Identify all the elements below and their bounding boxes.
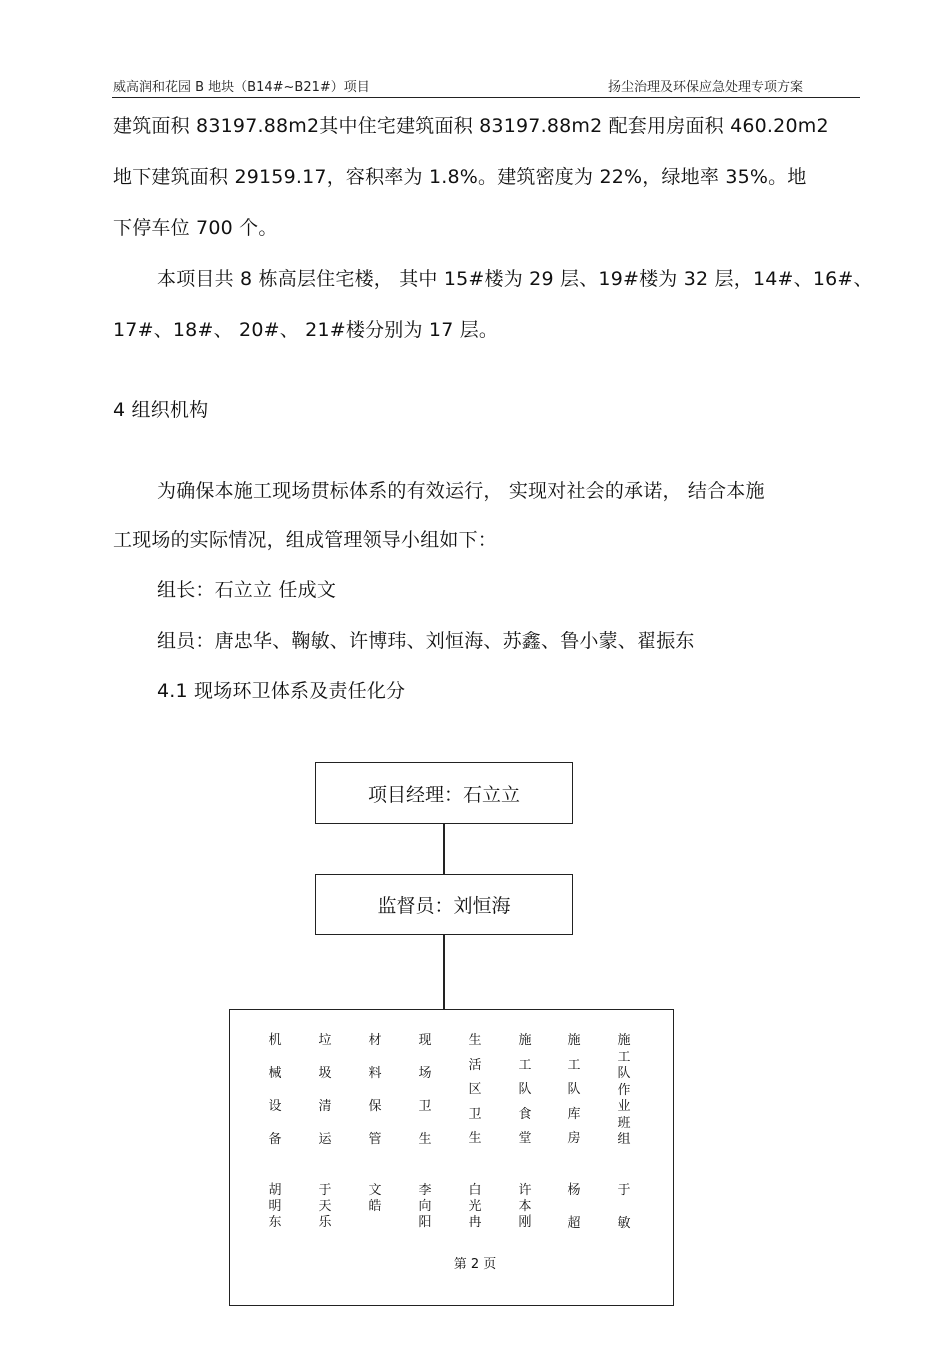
org-box-supervisor-label: 监督员：刘恒海 — [377, 895, 511, 917]
org-connector-2 — [443, 935, 445, 1009]
header-divider — [112, 97, 860, 98]
subsection-heading: 4.1 现场环卫体系及责任化分 — [157, 680, 406, 702]
team-members-line: 组员：唐忠华、鞠敏、许博玮、刘恒海、苏鑫、鲁小蒙、翟振东 — [157, 630, 695, 652]
body-line-4: 本项目共 8 栋高层住宅楼， 其中 15#楼为 29 层、19#楼为 32 层，14#、16#、 — [157, 268, 873, 290]
team-person-3: 文 皓 — [368, 1183, 382, 1214]
team-task-3: 材 料 保 管 — [368, 1033, 382, 1147]
team-person-6: 许 本 刚 — [518, 1183, 532, 1230]
team-person-7: 杨 超 — [567, 1183, 581, 1231]
team-task-6: 施 工 队 食 堂 — [518, 1033, 532, 1146]
team-task-2: 垃 圾 清 运 — [318, 1033, 332, 1147]
team-task-4: 现 场 卫 生 — [418, 1033, 432, 1147]
team-leader-line: 组长：石立立 任成文 — [157, 579, 337, 601]
body-line-3: 下停车位 700 个。 — [113, 217, 278, 239]
org-box-project-manager — [315, 762, 573, 824]
team-person-1: 胡 明 东 — [268, 1183, 282, 1230]
team-task-8: 施 工 队 作 业 班 组 — [617, 1033, 631, 1147]
team-person-4: 李 向 阳 — [418, 1183, 432, 1230]
body-line-5: 17#、18#、 20#、 21#楼分别为 17 层。 — [113, 319, 499, 341]
team-task-1: 机 械 设 备 — [268, 1033, 282, 1147]
header-document-title: 扬尘治理及环保应急处理专项方案 — [608, 80, 804, 95]
team-person-8: 于 敏 — [617, 1183, 631, 1231]
org-box-project-manager-label: 项目经理：石立立 — [367, 783, 520, 806]
body-line-2: 地下建筑面积 29159.17，容积率为 1.8%。建筑密度为 22%，绿地率 35%。地 — [113, 166, 807, 188]
org-connector-1 — [443, 824, 445, 874]
body-line-6: 为确保本施工现场贯标体系的有效运行， 实现对社会的承诺， 结合本施 — [157, 480, 765, 502]
team-task-5: 生 活 区 卫 生 — [468, 1033, 482, 1146]
team-person-5: 白 光 冉 — [468, 1183, 482, 1230]
body-line-1: 建筑面积 83197.88m2其中住宅建筑面积 83197.88m2 配套用房面积 460.20m2 — [113, 115, 829, 137]
header-project-title: 威高润和花园 B 地块（B14#~B21#）项目 — [113, 80, 370, 95]
team-person-2: 于 天 乐 — [318, 1183, 332, 1230]
section-heading: 4 组织机构 — [113, 399, 209, 421]
org-box-supervisor — [315, 874, 573, 935]
page-number: 第 2 页 — [453, 1257, 497, 1272]
team-task-7: 施 工 队 库 房 — [567, 1033, 581, 1146]
body-line-7: 工现场的实际情况，组成管理领导小组如下： — [113, 529, 498, 551]
